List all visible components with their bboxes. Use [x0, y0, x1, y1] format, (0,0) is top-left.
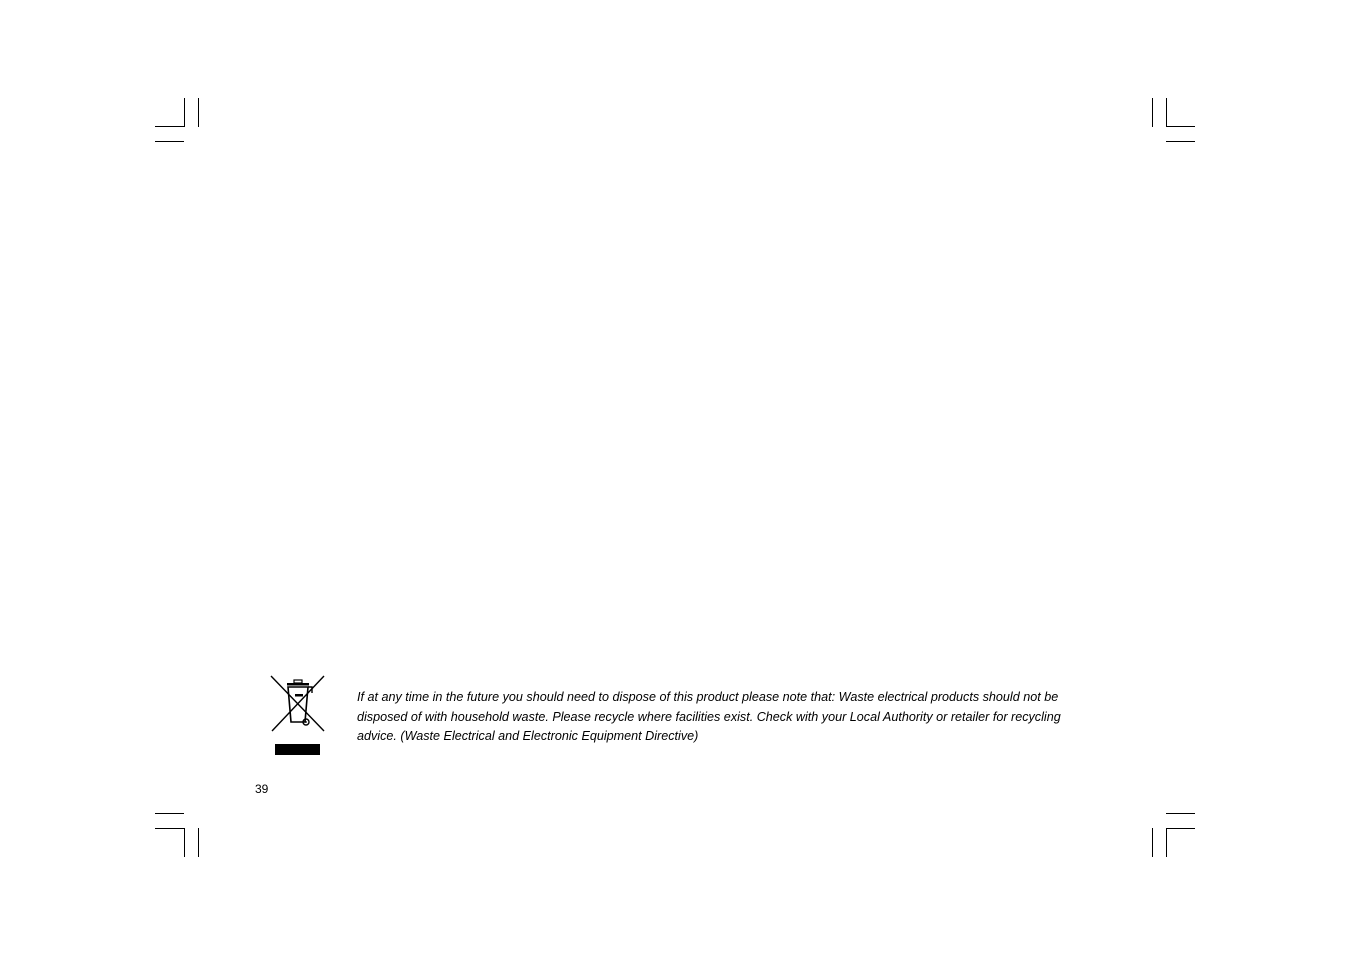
crop-mark-bottom-right-h2	[1166, 828, 1195, 829]
crop-mark-bottom-left-h1	[155, 813, 184, 814]
crop-mark-top-right-h2	[1166, 141, 1195, 142]
crop-mark-top-left-h1	[155, 126, 184, 127]
crop-mark-top-left-v1	[184, 98, 185, 127]
crop-mark-top-left-h2	[155, 141, 184, 142]
crop-mark-bottom-right-v2	[1166, 828, 1167, 857]
crop-mark-top-right-h1	[1166, 126, 1195, 127]
crop-mark-bottom-left-v1	[184, 828, 185, 857]
crop-mark-top-left-v2	[198, 98, 199, 127]
crop-mark-top-right-v1	[1152, 98, 1153, 127]
crop-mark-bottom-left-v2	[198, 828, 199, 857]
page-number: 39	[255, 782, 269, 796]
crop-mark-top-right-v2	[1166, 98, 1167, 127]
crop-mark-bottom-right-v1	[1152, 828, 1153, 857]
crop-mark-bottom-left-h2	[155, 828, 184, 829]
crop-mark-bottom-right-h1	[1166, 813, 1195, 814]
crossed-out-wheelie-bin-icon	[268, 674, 328, 758]
disposal-notice-text: If at any time in the future you should need to dispose of this product please note that: Waste electrical products should not be disposed of with household waste. Please recycle where facilities exist. Check with your Local Authority or retailer for recycling advice. (Waste Electrical and Electronic Equipment Directive)	[357, 690, 1061, 744]
